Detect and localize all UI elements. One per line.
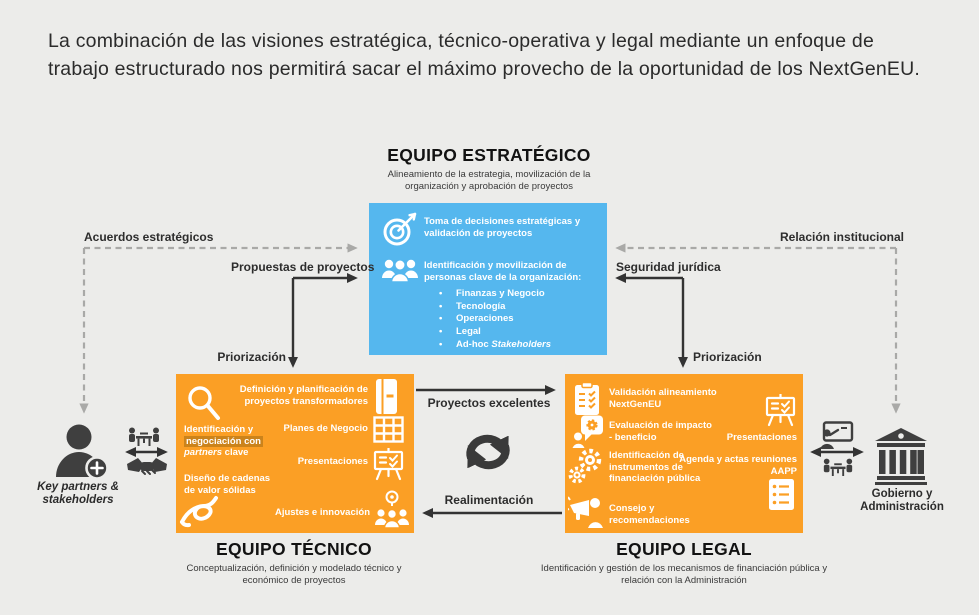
estrategico-subtitle: Alineamiento de la estrategia, movilización de la organización y aprobación de proyectos xyxy=(387,169,591,192)
tecnico-diseno: Diseño de cadenas de valor sólidas xyxy=(184,473,271,496)
gobierno-label: Gobierno y Administración xyxy=(860,488,944,513)
bullet-tecnologia: • Tecnología xyxy=(439,301,599,314)
estrategico-bullet-list xyxy=(439,288,599,352)
tecnico-header xyxy=(159,539,429,586)
legal-title: EQUIPO LEGAL xyxy=(616,539,752,559)
cycle-refresh-icon xyxy=(459,426,517,483)
bullet-legal: • Legal xyxy=(439,326,599,339)
label-proyectos-excelentes: Proyectos excelentes xyxy=(427,396,551,410)
label-acuerdos: Acuerdos estratégicos xyxy=(84,230,214,244)
meeting-table-icon xyxy=(126,427,162,454)
gears-icon xyxy=(568,448,604,491)
bullet-operaciones: • Operaciones xyxy=(439,313,599,326)
legal-subtitle: Identificación y gestión de los mecanismos de financiación pública y relación con la Administración xyxy=(540,563,828,586)
estrategico-header xyxy=(329,145,649,192)
tecnico-planes: Planes de Negocio xyxy=(283,423,368,434)
ident-partners: partners xyxy=(184,447,223,458)
target-icon xyxy=(382,211,418,252)
bullet-finanzas: • Finanzas y Negocio xyxy=(439,288,599,301)
table-grid-icon xyxy=(373,416,404,448)
legal-validacion: Validación alineamiento NextGenEU xyxy=(609,387,717,410)
legal-consejo: Consejo y recomendaciones xyxy=(609,503,690,526)
adhoc-prefix: Ad-hoc xyxy=(456,338,492,350)
agenda-list-icon xyxy=(768,478,795,516)
legal-box xyxy=(565,374,803,533)
knot-icon xyxy=(179,494,219,533)
megaphone-person-icon xyxy=(568,496,604,533)
tecnico-subtitle: Conceptualización, definición y modelado técnico y económico de proyectos xyxy=(186,563,402,586)
label-priorizacion-left: Priorización xyxy=(217,350,286,364)
legal-presentaciones: Presentaciones xyxy=(726,432,797,443)
ident-rest: clave xyxy=(222,447,249,458)
person-plus-icon xyxy=(52,423,110,486)
tecnico-box xyxy=(176,374,414,533)
presentation-board-icon xyxy=(764,394,797,432)
government-building-icon xyxy=(875,428,927,490)
adhoc-stakeholders: Stakeholders xyxy=(491,338,552,350)
meeting-table-icon xyxy=(821,458,855,484)
estrategico-decisiones: Toma de decisiones estratégicas y validación de proyectos xyxy=(424,216,581,239)
presenter-screen-icon xyxy=(817,421,854,454)
ident-line1: Identificación y xyxy=(184,424,254,435)
intro-text: La combinación de las visiones estratégica, técnico-operativa y legal mediante un enfoque de trabajo estructurado nos permitirá sacar el máximo provecho de la oportunidad de los NextGenEU. xyxy=(48,30,921,80)
presentation-board-icon xyxy=(372,448,405,486)
label-priorizacion-right: Priorización xyxy=(693,350,762,364)
handshake-icon xyxy=(127,456,167,485)
legal-header xyxy=(528,539,840,586)
legal-agenda: Agenda y actas reuniones AAPP xyxy=(679,454,797,477)
bullet-adhoc xyxy=(439,339,599,352)
notebook-icon xyxy=(375,378,398,420)
label-seguridad: Seguridad jurídica xyxy=(616,260,721,274)
estrategico-box xyxy=(369,203,607,355)
tecnico-ajustes: Ajustes e innovación xyxy=(274,507,370,518)
legal-instrumentos: Identificación de instrumentos de financiación pública xyxy=(609,450,701,484)
magnifier-icon xyxy=(184,384,224,427)
tecnico-title: EQUIPO TÉCNICO xyxy=(216,539,372,559)
label-propuestas: Propuestas de proyectos xyxy=(231,260,375,274)
innovation-people-icon xyxy=(374,490,410,533)
people-group-icon xyxy=(381,256,419,289)
label-relacion: Relación institucional xyxy=(780,230,905,244)
tecnico-definicion: Definición y planificación de proyectos transformadores xyxy=(239,384,368,407)
ident-highlight: negociación con xyxy=(186,435,261,447)
partners-label: Key partners & stakeholders xyxy=(37,481,119,506)
legal-evaluacion: Evaluación de impacto - beneficio xyxy=(609,420,712,443)
estrategico-title: EQUIPO ESTRATÉGICO xyxy=(387,145,591,165)
label-realimentacion: Realimentación xyxy=(444,493,534,507)
tecnico-presentaciones: Presentaciones xyxy=(297,456,368,467)
estrategico-identificacion: Identificación y movilización de personas clave de la organización: xyxy=(424,260,582,283)
